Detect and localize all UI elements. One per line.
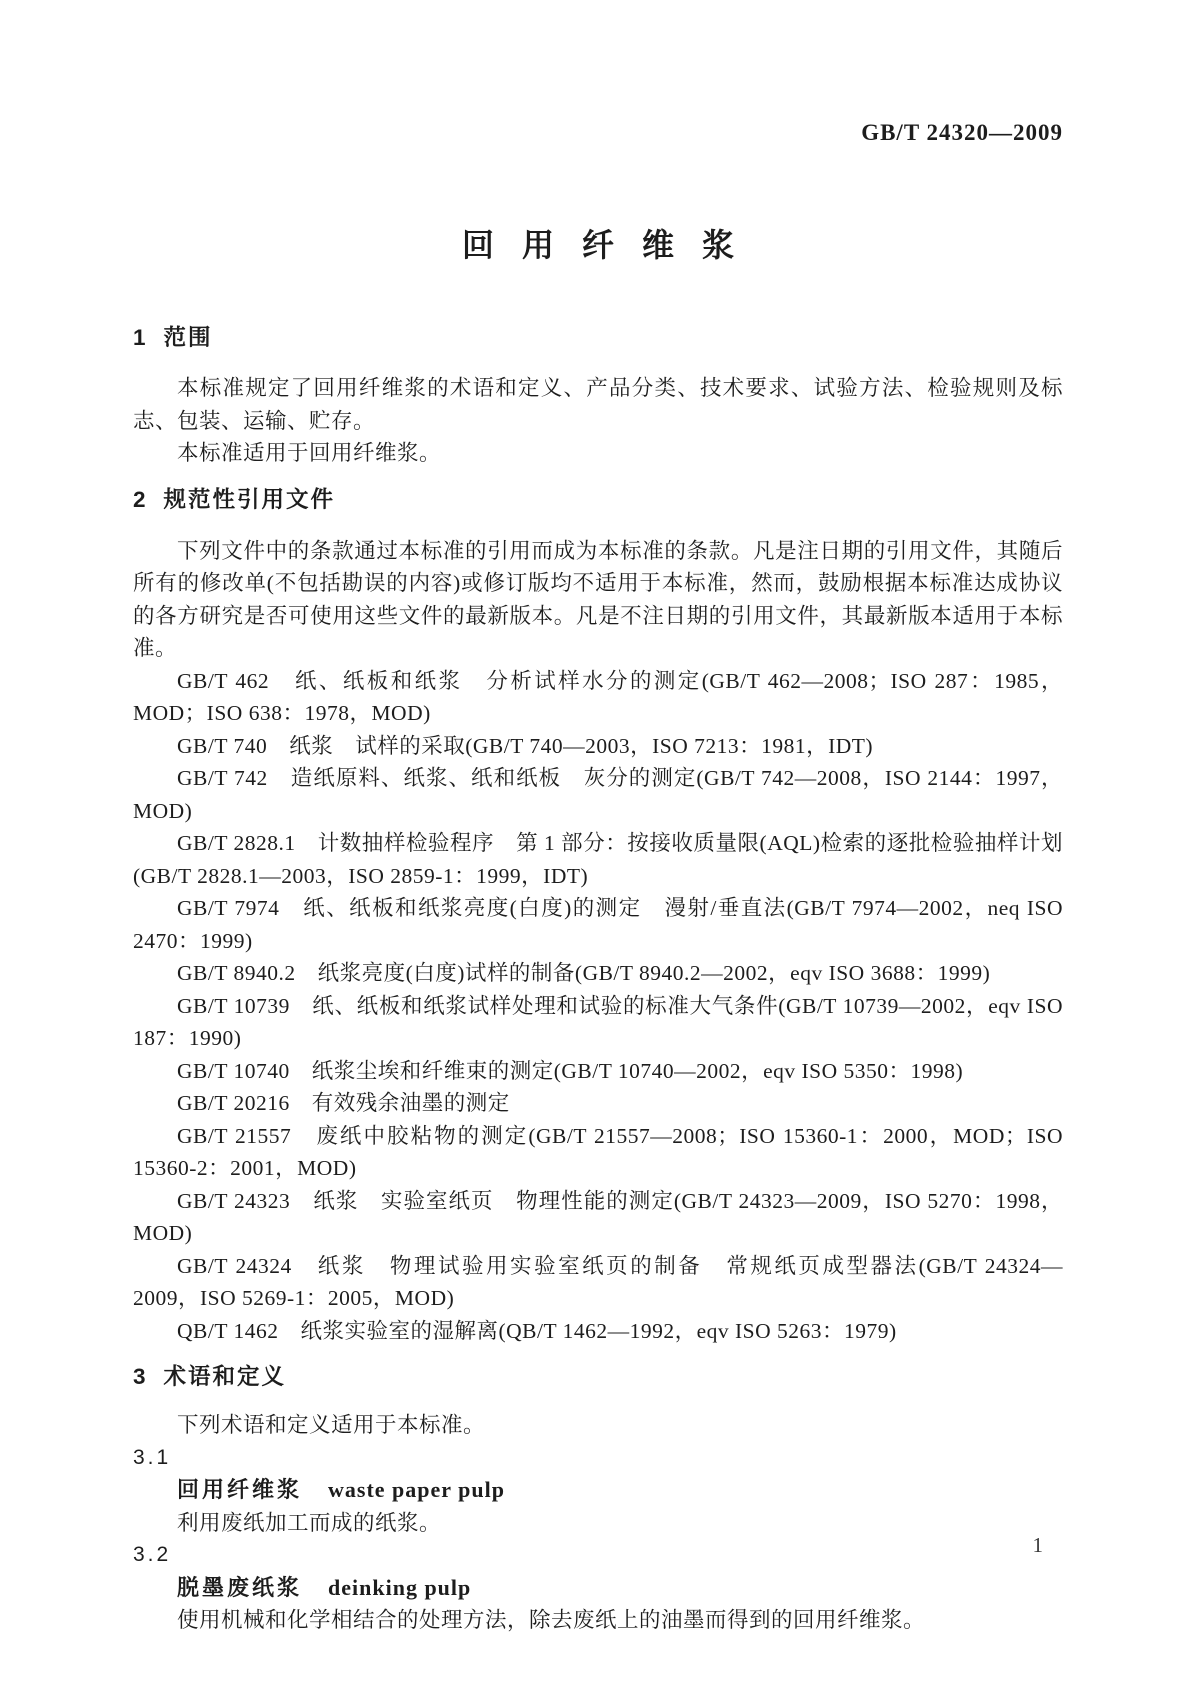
- reference-item: GB/T 2828.1 计数抽样检验程序 第 1 部分：按接收质量限(AQL)检索的逐批检验抽样计划(GB/T 2828.1—2003，ISO 2859-1：1999，IDT): [133, 831, 1063, 888]
- section-1-title: 范围: [163, 325, 213, 350]
- term-definition: 利用废纸加工而成的纸浆。: [177, 1510, 442, 1535]
- section-3-number: 3: [133, 1364, 146, 1389]
- reference-item: GB/T 7974 纸、纸板和纸浆亮度(白度)的测定 漫射/垂直法(GB/T 7974—2002，neq ISO 2470：1999): [133, 896, 1063, 953]
- section-1-heading: [133, 323, 1063, 353]
- reference-item: GB/T 21557 废纸中胶粘物的测定(GB/T 21557—2008；ISO 15360-1：2000，MOD；ISO 15360-2：2001，MOD): [133, 1123, 1063, 1180]
- term-name-chinese: 脱墨废纸浆: [177, 1574, 303, 1600]
- reference-item: GB/T 742 造纸原料、纸浆、纸和纸板 灰分的测定(GB/T 742—2008，ISO 2144：1997，MOD): [133, 766, 1063, 823]
- term-entry: [177, 1572, 1063, 1605]
- standard-code: GB/T 24320—2009: [861, 120, 1063, 145]
- term-number: 3.2: [133, 1543, 172, 1566]
- section-3-title: 术语和定义: [163, 1364, 287, 1389]
- reference-item: GB/T 8940.2 纸浆亮度(白度)试样的制备(GB/T 8940.2—2002，eqv ISO 3688：1999): [177, 961, 991, 985]
- term-number: 3.1: [133, 1445, 172, 1469]
- page-content: [133, 0, 1063, 1637]
- section-2-number: 2: [133, 486, 146, 512]
- references-intro-paragraph: 下列文件中的条款通过本标准的引用而成为本标准的条款。凡是注日期的引用文件，其随后所有的修改单(不包括勘误的内容)或修订版均不适用于本标准，然而，鼓励根据本标准达成协议的各方研究是否可使用这些文件的最新版本。凡是不注日期的引用文件，其最新版本适用于本标准。: [133, 538, 1063, 660]
- section-1-number: 1: [133, 325, 146, 350]
- reference-item: GB/T 24323 纸浆 实验室纸页 物理性能的测定(GB/T 24323—2009，ISO 5270：1998，MOD): [133, 1188, 1063, 1245]
- terms-intro-paragraph: 下列术语和定义适用于本标准。: [177, 1413, 486, 1437]
- reference-item: GB/T 20216 有效残余油墨的测定: [177, 1091, 510, 1115]
- term-definition: 使用机械和化学相结合的处理方法，除去废纸上的油墨而得到的回用纤维浆。: [177, 1608, 926, 1632]
- reference-item: GB/T 10740 纸浆尘埃和纤维束的测定(GB/T 10740—2002，eqv ISO 5350：1998): [177, 1058, 964, 1083]
- scope-paragraph-2: 本标准适用于回用纤维浆。: [177, 441, 442, 465]
- reference-item: GB/T 10739 纸、纸板和纸浆试样处理和试验的标准大气条件(GB/T 10739—2002，eqv ISO 187：1990): [133, 993, 1063, 1050]
- term-entry: [177, 1474, 1063, 1507]
- section-2-heading: [133, 485, 1063, 515]
- reference-item: QB/T 1462 纸浆实验室的湿解离(QB/T 1462—1992，eqv ISO 5263：1979): [177, 1318, 897, 1343]
- term-name-english: waste paper pulp: [328, 1477, 505, 1502]
- term-name-english: deinking pulp: [328, 1574, 472, 1600]
- term-name-chinese: 回用纤维浆: [177, 1477, 303, 1502]
- reference-item: GB/T 462 纸、纸板和纸浆 分析试样水分的测定(GB/T 462—2008；ISO 287：1985，MOD；ISO 638：1978，MOD): [133, 668, 1063, 725]
- document-title: 回用纤维浆: [461, 227, 762, 263]
- reference-item: GB/T 740 纸浆 试样的采取(GB/T 740—2003，ISO 7213：1981，IDT): [177, 733, 874, 758]
- section-3-heading: [133, 1362, 1063, 1392]
- page-number: 1: [1032, 1533, 1043, 1557]
- reference-item: GB/T 24324 纸浆 物理试验用实验室纸页的制备 常规纸页成型器法(GB/T 24324—2009，ISO 5269-1：2005，MOD): [133, 1253, 1063, 1310]
- section-2-title: 规范性引用文件: [163, 486, 336, 512]
- scope-paragraph-1: 本标准规定了回用纤维浆的术语和定义、产品分类、技术要求、试验方法、检验规则及标志、包装、运输、贮存。: [133, 376, 1063, 433]
